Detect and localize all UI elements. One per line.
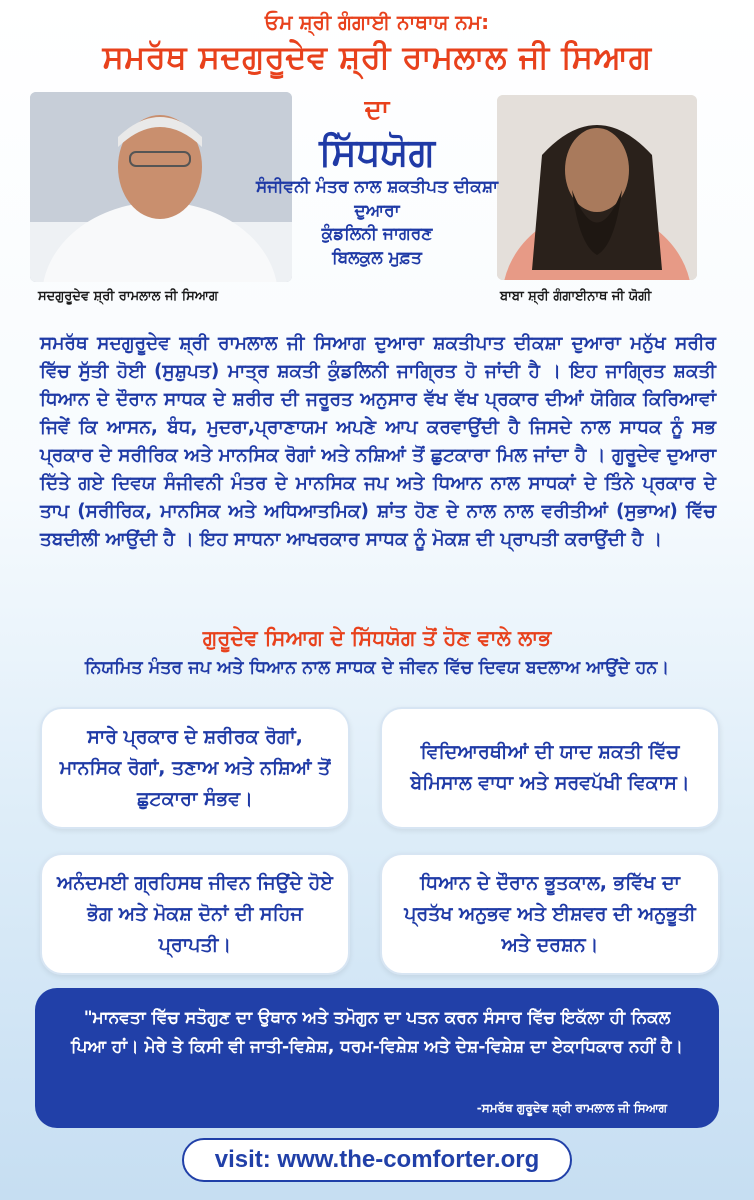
photo-caption-right: ਬਾਬਾ ਸ਼੍ਰੀ ਗੰਗਾਈਨਾਥ ਜੀ ਯੋਗੀ <box>500 289 652 304</box>
subheading-line: ਬਿਲਕੁਲ ਮੁਫ਼ਤ <box>332 248 422 268</box>
benefit-card <box>380 853 720 975</box>
benefit-card <box>40 707 350 829</box>
page-title: ਸਮਰੱਥ ਸਦਗੁਰੂਦੇਵ ਸ਼੍ਰੀ ਰਾਮਲਾਲ ਜੀ ਸਿਆਗ <box>102 38 652 76</box>
da-word: ਦਾ <box>364 95 390 125</box>
subheading-line: ਕੁੰਡਲਿਨੀ ਜਾਗਰਣ <box>321 224 433 244</box>
siddhyog-heading: ਸਿੱਧਯੋਗ <box>319 130 435 174</box>
benefit-text: ਧਿਆਨ ਦੇ ਦੌਰਾਨ ਭੂਤਕਾਲ, ਭਵਿੱਖ ਦਾ ਪ੍ਰਤੱਖ ਅਨੁਭਵ ਅਤੇ ਈਸ਼ਵਰ ਦੀ ਅਨੁਭੂਤੀ ਅਤੇ ਦਰਸ਼ਨ। <box>404 871 696 956</box>
benefits-subtitle: ਨਿਯਮਿਤ ਮੰਤਰ ਜਪ ਅਤੇ ਧਿਆਨ ਨਾਲ ਸਾਧਕ ਦੇ ਜੀਵਨ ਵਿੱਚ ਦਿਵਯ ਬਦਲਾਅ ਆਉਂਦੇ ਹਨ। <box>84 658 670 678</box>
website-banner[interactable] <box>182 1138 572 1182</box>
quote-text: "ਮਾਨਵਤਾ ਵਿੱਚ ਸਤੋਗੁਣ ਦਾ ਉਥਾਨ ਅਤੇ ਤਮੋਗੁਨ ਦਾ ਪਤਨ ਕਰਨ ਸੰਸਾਰ ਵਿੱਚ ਇਕੱਲਾ ਹੀ ਨਿਕਲ ਪਿਆ ਹਾਂ। ਮੇਰੇ ਤੇ ਕਿਸੀ ਵੀ ਜਾਤੀ-ਵਿਸ਼ੇਸ਼, ਧਰਮ-ਵਿਸ਼ੇਸ਼ ਅਤੇ ਦੇਸ਼-ਵਿਸ਼ੇਸ਼ ਦਾ ਏਕਾਧਿਕਾਰ ਨਹੀਂ ਹੈ। <box>71 1008 683 1057</box>
subheading-line: ਦੁਆਰਾ <box>354 201 400 221</box>
body-paragraph: ਸਮਰੱਥ ਸਦਗੁਰੂਦੇਵ ਸ਼੍ਰੀ ਰਾਮਲਾਲ ਜੀ ਸਿਆਗ ਦੁਆਰਾ ਸ਼ਕਤੀਪਾਤ ਦੀਕਸ਼ਾ ਦੁਆਰਾ ਮਨੁੱਖ ਸਰੀਰ ਵਿੱਚ ਸੁੱਤੀ ਹੋਈ (ਸੁਸ਼ੁਪਤ) ਮਾਤ੍ਰ ਸ਼ਕਤੀ ਕੁੰਡਲਿਨੀ ਜਾਗ੍ਰਿਤ ਹੋ ਜਾਂਦੀ ਹੈ । ਇਹ ਜਾਗ੍ਰਿਤ ਸ਼ਕਤੀ ਧਿਆਨ ਦੇ ਦੌਰਾਨ ਸਾਧਕ ਦੇ ਸ਼ਰੀਰ ਦੀ ਜਰੂਰਤ ਅਨੁਸਾਰ ਵੱਖ ਵੱਖ ਪ੍ਰਕਾਰ ਦੀਆਂ ਯੋਗਿਕ ਕਿਰਿਆਵਾਂ ਜਿਵੇਂ ਕਿ ਆਸਨ, ਬੰਧ, ਮੁਦਰਾ,ਪ੍ਰਾਣਾਯਮ ਅਪਣੇ ਆਪ ਕਰਵਾਉਂਦੀ ਹੈ ਜਿਸਦੇ ਨਾਲ ਸਾਧਕ ਨੂੰ ਸਭ ਪ੍ਰਕਾਰ ਦੇ ਸਰੀਰਿਕ ਅਤੇ ਮਾਨਸਿਕ ਰੋਗਾਂ ਅਤੇ ਨਸ਼ਿਆਂ ਤੋਂ ਛੁਟਕਾਰਾ ਮਿਲ ਜਾਂਦਾ ਹੈ । ਗੁਰੂਦੇਵ ਦੁਆਰਾ ਦਿੱਤੇ ਗਏ ਦਿਵਯ ਸੰਜੀਵਨੀ ਮੰਤਰ ਦੇ ਮਾਨਸਿਕ ਜਪ ਅਤੇ ਧਿਆਨ ਨਾਲ ਸਾਧਕਾਂ ਦੇ ਤਿੰਨੇ ਪ੍ਰਕਾਰ ਦੇ ਤਾਪ (ਸਰੀਰਿਕ, ਮਾਨਸਿਕ ਅਤੇ ਅਧਿਆਤਮਿਕ) ਸ਼ਾਂਤ ਹੋਣ ਦੇ ਨਾਲ ਨਾਲ ਵਰੀਤੀਆਂ (ਸੁਭਾਅ) ਵਿੱਚ ਤਬਦੀਲੀ ਆਉਂਦੀ ਹੈ । ਇਹ ਸਾਧਨਾ ਆਖਰਕਾਰ ਸਾਧਕ ਨੂੰ ਮੋਕਸ਼ ਦੀ ਪ੍ਰਾਪਤੀ ਕਰਾਉਂਦੀ ਹੈ । <box>40 333 716 550</box>
subheading-line: ਸੰਜੀਵਨੀ ਮੰਤਰ ਨਾਲ ਸ਼ਕਤੀਪਤ ਦੀਕਸ਼ਾ <box>255 177 499 197</box>
quote-author: -ਸਮਰੱਥ ਗੁਰੂਦੇਵ ਸ਼੍ਰੀ ਰਾਮਲਾਲ ਜੀ ਸਿਆਗ <box>476 1101 667 1115</box>
quote-box <box>35 988 719 1128</box>
benefit-text: ਵਿਦਿਆਰਥੀਆਂ ਦੀ ਯਾਦ ਸ਼ਕਤੀ ਵਿੱਚ ਬੇਮਿਸਾਲ ਵਾਧਾ ਅਤੇ ਸਰਵਪੱਖੀ ਵਿਕਾਸ। <box>410 741 690 794</box>
benefits-title: ਗੁਰੂਦੇਵ ਸਿਆਗ ਦੇ ਸਿੱਧਯੋਗ ਤੋਂ ਹੋਣ ਵਾਲੇ ਲਾਭ <box>202 626 552 650</box>
invocation-line: ਓਮ ਸ਼੍ਰੀ ਗੰਗਾਈ ਨਾਥਾਯ ਨਮ: <box>264 10 490 34</box>
benefit-text: ਅਨੰਦਮਈ ਗ੍ਰਹਿਸਥ ਜੀਵਨ ਜਿਉਂਦੇ ਹੋਏ ਭੋਗ ਅਤੇ ਮੋਕਸ਼ ਦੋਨਾਂ ਦੀ ਸਹਿਜ ਪ੍ਰਾਪਤੀ। <box>57 871 333 956</box>
photo-caption-left: ਸਦਗੁਰੂਦੇਵ ਸ਼੍ਰੀ ਰਾਮਲਾਲ ਜੀ ਸਿਆਗ <box>38 289 218 304</box>
benefit-card <box>40 853 350 975</box>
website-link[interactable]: visit: www.the-comforter.org <box>214 1146 540 1173</box>
benefit-text: ਸਾਰੇ ਪ੍ਰਕਾਰ ਦੇ ਸ਼ਰੀਰਕ ਰੋਗਾਂ, ਮਾਨਸਿਕ ਰੋਗਾਂ, ਤਣਾਅ ਅਤੇ ਨਸ਼ਿਆਂ ਤੋਂ ਛੁਟਕਾਰਾ ਸੰਭਵ। <box>59 725 331 810</box>
benefit-card <box>380 707 720 829</box>
